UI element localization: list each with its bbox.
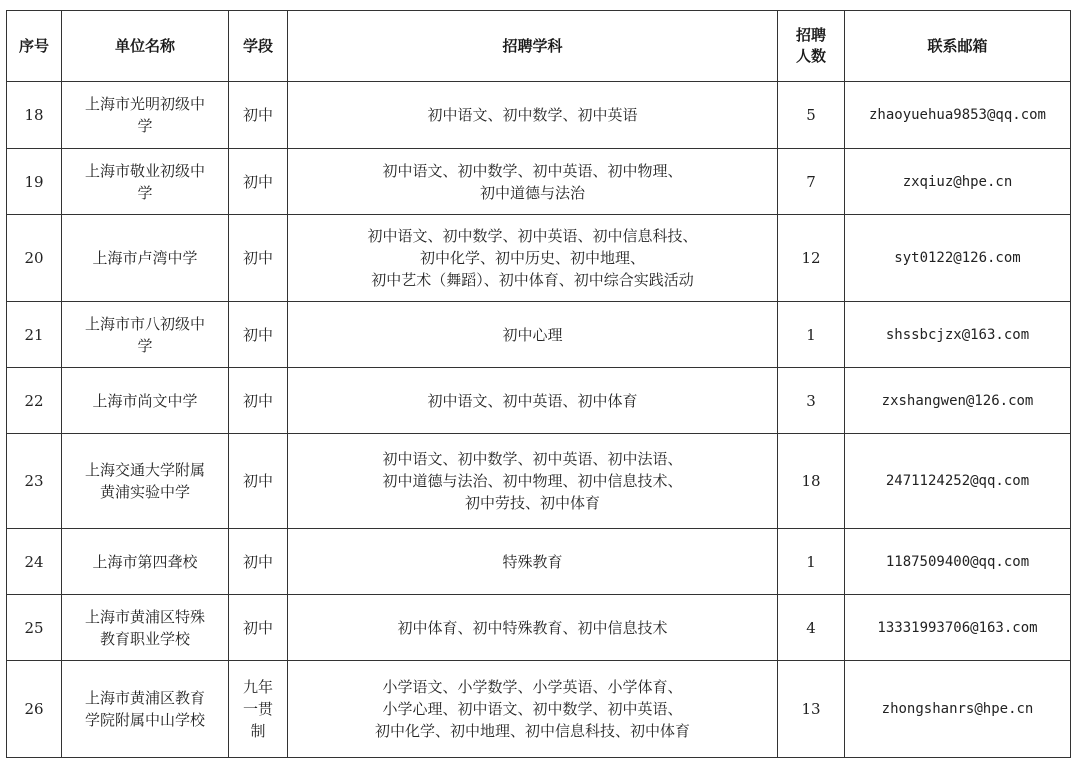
- header-subjects: 招聘学科: [288, 11, 778, 82]
- hiring-count: 1: [778, 529, 845, 595]
- table-row: [7, 82, 1071, 149]
- unit-name: [62, 149, 229, 215]
- school-stage: [229, 302, 288, 368]
- unit-name-line: 上海市黄浦区特殊: [84, 607, 205, 626]
- contact-email: zhaoyuehua9853@qq.com: [845, 82, 1071, 149]
- subjects-line: 初中劳技、初中体育: [464, 494, 600, 512]
- subjects: [288, 434, 778, 529]
- header-unit: 单位名称: [62, 11, 229, 82]
- row-index: 25: [7, 595, 62, 661]
- header-email: 联系邮箱: [845, 11, 1071, 82]
- header-index: 序号: [7, 11, 62, 82]
- subjects-line: 小学心理、初中语文、初中数学、初中英语、: [382, 700, 683, 718]
- school-stage: [229, 215, 288, 302]
- unit-name-line: 学院附属中山学校: [84, 711, 205, 729]
- subjects-line: 初中艺术（舞蹈）、初中体育、初中综合实践活动: [371, 271, 694, 289]
- hiring-count: 5: [778, 82, 845, 149]
- school-stage-line: 一贯: [242, 700, 273, 718]
- contact-email: 1187509400@qq.com: [845, 529, 1071, 595]
- unit-name-line: 学: [137, 336, 153, 355]
- row-index: 18: [7, 82, 62, 149]
- row-index: 23: [7, 434, 62, 529]
- unit-name-line: 上海市光明初级中: [84, 95, 205, 113]
- unit-name-line: 上海市黄浦区教育: [84, 689, 205, 707]
- hiring-count: 1: [778, 302, 845, 368]
- hiring-count: 3: [778, 368, 845, 434]
- subjects-line: 初中语文、初中数学、初中英语、初中法语、: [382, 450, 683, 468]
- school-stage: [229, 149, 288, 215]
- subjects-line: 初中语文、初中数学、初中英语: [427, 106, 638, 124]
- school-stage-line: 初中: [242, 172, 273, 191]
- school-stage-line: 制: [250, 722, 266, 740]
- contact-email: syt0122@126.com: [845, 215, 1071, 302]
- row-index: 22: [7, 368, 62, 434]
- table-row: [7, 368, 1071, 434]
- school-stage-line: 初中: [242, 618, 273, 637]
- unit-name-line: 上海市第四聋校: [92, 552, 198, 571]
- header-row: [7, 11, 1071, 82]
- subjects-line: 初中心理: [502, 325, 563, 344]
- contact-email: 13331993706@163.com: [845, 595, 1071, 661]
- contact-email: shssbcjzx@163.com: [845, 302, 1071, 368]
- unit-name-line: 上海市卢湾中学: [92, 249, 198, 267]
- subjects: [288, 215, 778, 302]
- unit-name-line: 上海市敬业初级中: [84, 161, 205, 180]
- table-row: [7, 661, 1071, 758]
- unit-name-line: 学: [137, 183, 153, 202]
- school-stage: [229, 595, 288, 661]
- school-stage: [229, 529, 288, 595]
- unit-name: [62, 434, 229, 529]
- subjects-line: 初中语文、初中英语、初中体育: [427, 391, 638, 410]
- hiring-count: 12: [778, 215, 845, 302]
- unit-name-line: 教育职业学校: [99, 629, 190, 648]
- recruitment-table: [6, 10, 1071, 758]
- subjects-line: 小学语文、小学数学、小学英语、小学体育、: [382, 678, 683, 696]
- school-stage-line: 初中: [242, 249, 273, 267]
- school-stage: [229, 82, 288, 149]
- subjects: [288, 661, 778, 758]
- unit-name-line: 上海交通大学附属: [84, 461, 205, 479]
- school-stage: [229, 368, 288, 434]
- row-index: 20: [7, 215, 62, 302]
- table-body: [7, 82, 1071, 758]
- unit-name: [62, 302, 229, 368]
- header-stage: 学段: [229, 11, 288, 82]
- subjects: [288, 529, 778, 595]
- subjects-line: 特殊教育: [502, 552, 563, 571]
- hiring-count: 13: [778, 661, 845, 758]
- subjects: [288, 82, 778, 149]
- school-stage-line: 初中: [242, 325, 273, 344]
- hiring-count: 4: [778, 595, 845, 661]
- table-row: [7, 215, 1071, 302]
- subjects-line: 初中体育、初中特殊教育、初中信息技术: [397, 618, 668, 637]
- subjects: [288, 149, 778, 215]
- contact-email: zhongshanrs@hpe.cn: [845, 661, 1071, 758]
- unit-name: [62, 215, 229, 302]
- unit-name: [62, 661, 229, 758]
- unit-name: [62, 368, 229, 434]
- row-index: 24: [7, 529, 62, 595]
- row-index: 21: [7, 302, 62, 368]
- table-row: [7, 529, 1071, 595]
- subjects-line: 初中语文、初中数学、初中英语、初中信息科技、: [367, 227, 698, 245]
- contact-email: zxshangwen@126.com: [845, 368, 1071, 434]
- unit-name-line: 黄浦实验中学: [99, 483, 190, 501]
- contact-email: zxqiuz@hpe.cn: [845, 149, 1071, 215]
- row-index: 26: [7, 661, 62, 758]
- school-stage-line: 初中: [242, 106, 273, 124]
- unit-name: [62, 82, 229, 149]
- subjects: [288, 595, 778, 661]
- header-count-line1: 招聘: [795, 26, 826, 44]
- subjects: [288, 368, 778, 434]
- table-row: [7, 149, 1071, 215]
- unit-name-line: 学: [137, 117, 153, 135]
- table-row: [7, 434, 1071, 529]
- subjects-line: 初中语文、初中数学、初中英语、初中物理、: [382, 161, 683, 180]
- unit-name: [62, 529, 229, 595]
- hiring-count: 7: [778, 149, 845, 215]
- table-row: [7, 302, 1071, 368]
- school-stage-line: 初中: [242, 472, 273, 490]
- school-stage-line: 初中: [242, 552, 273, 571]
- subjects: [288, 302, 778, 368]
- header-count: [778, 11, 845, 82]
- subjects-line: 初中道德与法治: [479, 183, 585, 202]
- contact-email: 2471124252@qq.com: [845, 434, 1071, 529]
- header-count-line2: 人数: [795, 47, 826, 65]
- school-stage: [229, 434, 288, 529]
- school-stage-line: 初中: [242, 391, 273, 410]
- subjects-line: 初中道德与法治、初中物理、初中信息技术、: [382, 472, 683, 490]
- school-stage-line: 九年: [242, 678, 273, 696]
- hiring-count: 18: [778, 434, 845, 529]
- subjects-line: 初中化学、初中地理、初中信息科技、初中体育: [374, 722, 690, 740]
- unit-name-line: 上海市尚文中学: [92, 391, 198, 410]
- table-row: [7, 595, 1071, 661]
- unit-name: [62, 595, 229, 661]
- unit-name-line: 上海市市八初级中: [84, 314, 205, 333]
- subjects-line: 初中化学、初中历史、初中地理、: [419, 249, 645, 267]
- school-stage: [229, 661, 288, 758]
- row-index: 19: [7, 149, 62, 215]
